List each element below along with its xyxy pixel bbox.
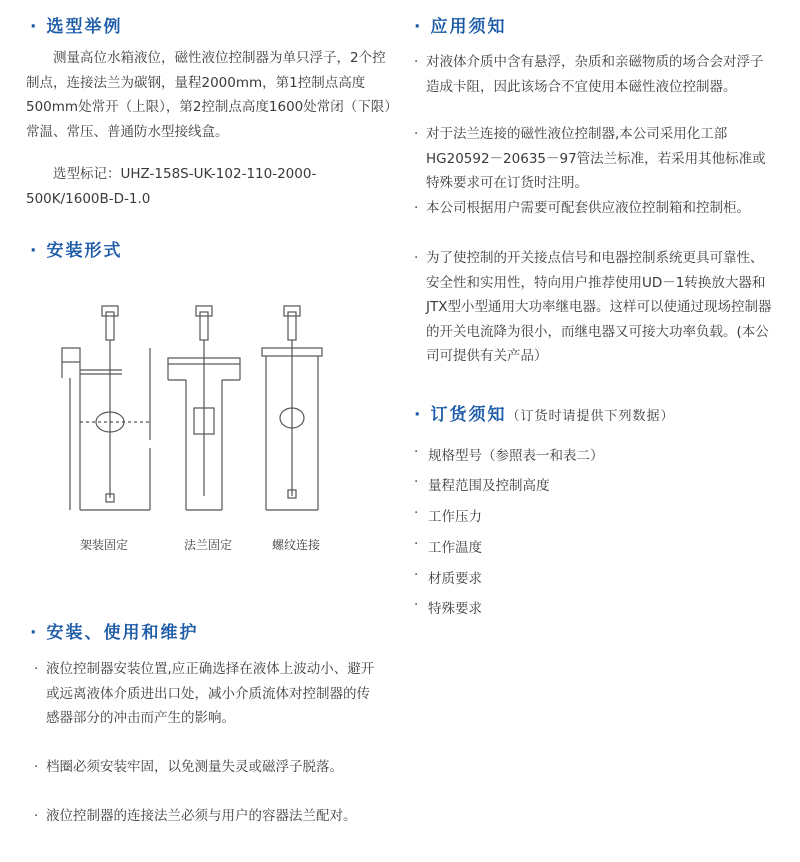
list-bullet: · bbox=[414, 505, 419, 521]
flange-mount-drawing bbox=[168, 306, 240, 510]
order-item: 材质要求 bbox=[428, 571, 482, 587]
bracket-mount-drawing bbox=[62, 306, 150, 510]
list-item: 为了使控制的开关接点信号和电器控制系统更具可靠性、安全性和实用性，特向用户推荐使用UD－1转换放大器和JTX型小型通用大功率继电器。这样可以使通过现场控制器的开关电流降为很小，而继电器又可接大功率负载。(本公司可提供有关产品） bbox=[426, 250, 772, 364]
heading-bullet: · bbox=[30, 241, 39, 261]
order-item: 规格型号（参照表一和表二） bbox=[428, 448, 604, 464]
order-item: 特殊要求 bbox=[428, 601, 482, 617]
caption-bracket-mount: 架装固定 bbox=[80, 538, 129, 552]
list-bullet: · bbox=[414, 250, 419, 266]
example-title: 选型举例 bbox=[46, 17, 123, 37]
install-title: 安装形式 bbox=[46, 241, 123, 261]
list-bullet: · bbox=[414, 200, 419, 216]
list-bullet: · bbox=[414, 126, 419, 142]
order-item: 工作压力 bbox=[428, 509, 482, 525]
order-item: 工作温度 bbox=[428, 540, 482, 556]
list-bullet: · bbox=[414, 474, 419, 490]
heading-bullet: · bbox=[414, 17, 423, 37]
example-model-code: 选型标记：UHZ-158S-UK-102-110-2000-500K/1600B-D-1.0 bbox=[26, 166, 317, 207]
list-item: 档圈必须安装牢固，以免测量失灵或磁浮子脱落。 bbox=[46, 759, 343, 775]
list-bullet: · bbox=[414, 567, 419, 583]
list-item: 对液体介质中含有悬浮，杂质和亲磁物质的场合会对浮子造成卡阻，因此该场合不宜使用本磁性液位控制器。 bbox=[426, 54, 764, 95]
list-item: 对于法兰连接的磁性液位控制器,本公司采用化工部HG20592－20635－97管法兰标准，若采用其他标准或特殊要求可在订货时注明。 bbox=[426, 126, 766, 191]
list-bullet: · bbox=[414, 536, 419, 552]
installation-diagram bbox=[50, 300, 370, 520]
thread-mount-drawing bbox=[262, 306, 322, 510]
list-item: 液位控制器的连接法兰必须与用户的容器法兰配对。 bbox=[46, 808, 357, 824]
list-bullet: · bbox=[34, 661, 39, 677]
list-item: 液位控制器安装位置,应正确选择在液体上波动小、避开或远离液体介质进出口处，减小介质流体对控制器的传感器部分的冲击而产生的影响。 bbox=[46, 661, 375, 726]
heading-bullet: · bbox=[414, 405, 423, 425]
example-heading bbox=[30, 12, 122, 37]
caption-flange-mount: 法兰固定 bbox=[184, 538, 233, 552]
maintenance-heading bbox=[30, 618, 198, 643]
application-title: 应用须知 bbox=[430, 17, 507, 37]
list-bullet: · bbox=[34, 759, 39, 775]
order-subtitle: （订货时请提供下列数据） bbox=[506, 409, 675, 424]
application-heading bbox=[414, 12, 506, 37]
list-item: 本公司根据用户需要可配套供应液位控制箱和控制柜。 bbox=[426, 200, 750, 216]
list-bullet: · bbox=[414, 597, 419, 613]
heading-bullet: · bbox=[30, 17, 39, 37]
order-title: 订货须知 bbox=[430, 405, 507, 425]
list-bullet: · bbox=[34, 808, 39, 824]
list-bullet: · bbox=[414, 54, 419, 70]
install-heading bbox=[30, 236, 122, 261]
order-heading bbox=[414, 400, 674, 425]
heading-bullet: · bbox=[30, 623, 39, 643]
example-paragraph: 测量高位水箱液位，磁性液位控制器为单只浮子，2个控制点，连接法兰为碳钢，量程2000mm，第1控制点高度500mm处常开（上限），第2控制点高度1600处常闭（下限）常温、常压、普通防水型接线盒。 bbox=[26, 50, 392, 140]
list-bullet: · bbox=[414, 444, 419, 460]
order-item: 量程范围及控制高度 bbox=[428, 478, 550, 494]
maintenance-title: 安装、使用和维护 bbox=[46, 623, 199, 643]
caption-thread-connection: 螺纹连接 bbox=[272, 538, 321, 552]
